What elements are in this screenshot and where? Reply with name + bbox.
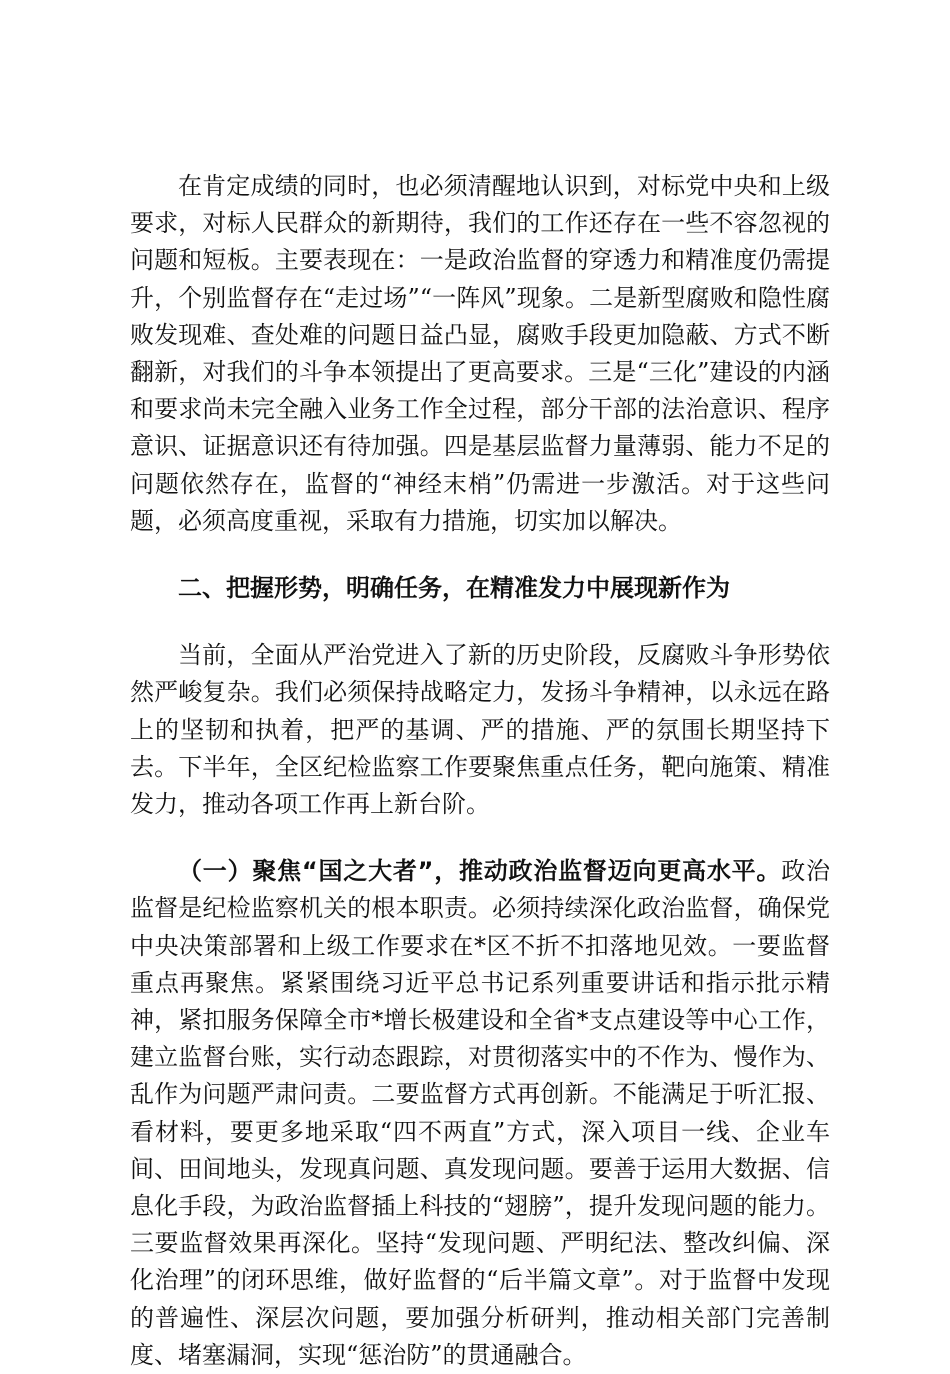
section-heading: 二、把握形势，明确任务，在精准发力中展现新作为: [178, 574, 730, 603]
paragraph-body-text: 政治监督是纪检监察机关的根本职责。必须持续深化政治监督，确保党中央决策部署和上级工作要求在*区不折不扣落地见效。一要监督重点再聚焦。紧紧围绕习近平总书记系列重要讲话和指示批示精神，紧扣服务保障全市*增长极建设和全省*支点建设等中心工作，建立监督台账，实行动态跟踪，对贯彻落实中的不作为、慢作为、乱作为问题严肃问责。二要监督方式再创新。不能满足于听汇报、看材料，要更多地采取“四不两直”方式，深入项目一线、企业车间、田间地头，发现真问题、真发现问题。要善于运用大数据、信息化手段，为政治监督插上科技的“翅膀”，提升发现问题的能力。三要监督效果再深化。坚持“发现问题、严明纪法、整改纠偏、深化治理”的闭环思维，做好监督的“后半篇文章”。对于监督中发现的普遍性、深层次问题，要加强分析研判，推动相关部门完善制度、堵塞漏洞，实现“惩治防”的贯通融合。: [130, 857, 831, 1369]
paragraph-lead-heading: （一）聚焦“国之大者”，推动政治监督迈向更高水平。: [178, 857, 782, 886]
paragraph-political-supervision: [130, 853, 830, 1374]
document-page: [130, 168, 830, 1374]
paragraph-problems: 在肯定成绩的同时，也必须清醒地认识到，对标党中央和上级要求，对标人民群众的新期待，我们的工作还存在一些不容忽视的问题和短板。主要表现在：一是政治监督的穿透力和精准度仍需提升，个别监督存在“走过场”“一阵风”现象。二是新型腐败和隐性腐败发现难、查处难的问题日益凸显，腐败手段更加隐蔽、方式不断翻新，对我们的斗争本领提出了更高要求。三是“三化”建设的内涵和要求尚未完全融入业务工作全过程，部分干部的法治意识、程序意识、证据意识还有待加强。四是基层监督力量薄弱、能力不足的问题依然存在，监督的“神经末梢”仍需进一步激活。对于这些问题，必须高度重视，采取有力措施，切实加以解决。: [130, 172, 830, 535]
paragraph-situation: 当前，全面从严治党进入了新的历史阶段，反腐败斗争形势依然严峻复杂。我们必须保持战略定力，发扬斗争精神，以永远在路上的坚韧和执着，把严的基调、严的措施、严的氛围长期坚持下去。下半年，全区纪检监察工作要聚焦重点任务，靶向施策、精准发力，推动各项工作再上新台阶。: [130, 641, 830, 819]
